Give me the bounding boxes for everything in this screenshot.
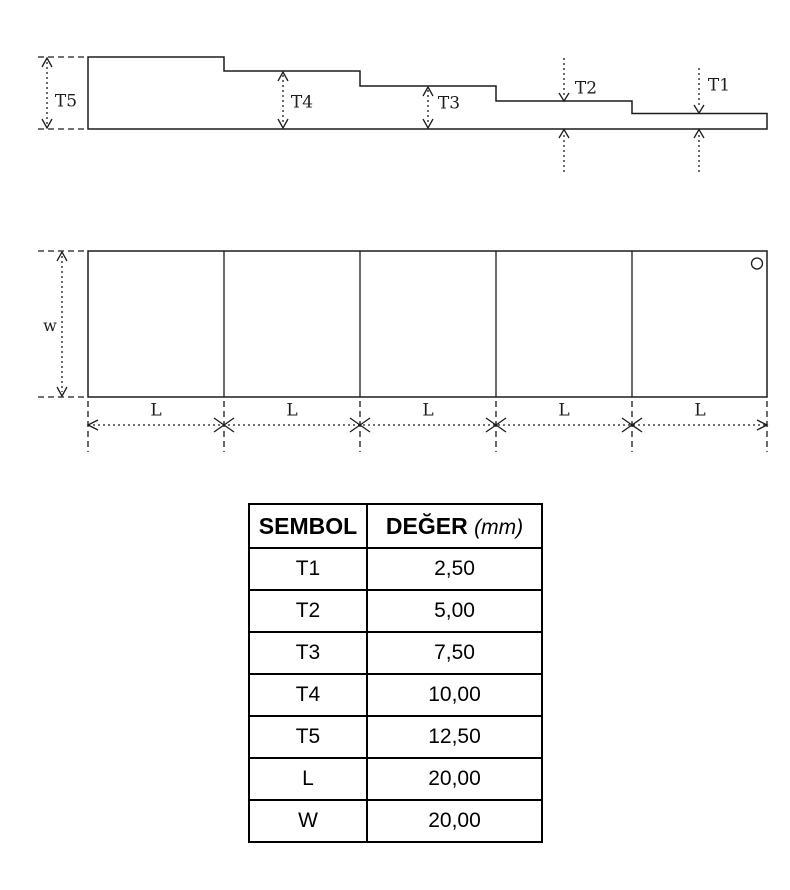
table-row bbox=[249, 800, 542, 842]
table-cell-value: 20,00 bbox=[367, 758, 542, 800]
table-cell-symbol: T1 bbox=[249, 548, 367, 590]
table-cell-value: 12,50 bbox=[367, 716, 542, 758]
parameter-table bbox=[248, 503, 543, 843]
table-cell-value: 20,00 bbox=[367, 800, 542, 842]
side-view-t4-dimension bbox=[278, 72, 288, 128]
table-cell-symbol: T4 bbox=[249, 674, 367, 716]
dim-label-l-3: L bbox=[422, 400, 434, 421]
side-view-t1-dimension bbox=[694, 68, 704, 172]
dim-label-t5: T5 bbox=[54, 91, 78, 112]
table-cell-symbol: W bbox=[249, 800, 367, 842]
table-cell-symbol: T5 bbox=[249, 716, 367, 758]
dim-label-l-4: L bbox=[558, 400, 570, 421]
header-value-text: DEĞER bbox=[385, 512, 468, 539]
table-cell-value: 5,00 bbox=[367, 590, 542, 632]
dim-label-l-1: L bbox=[150, 400, 162, 421]
arrow-cross-icon bbox=[214, 418, 234, 432]
table-row bbox=[249, 758, 542, 800]
arrowhead-down-icon bbox=[694, 105, 704, 113]
table-cell-symbol: T3 bbox=[249, 632, 367, 674]
dim-label-t2: T2 bbox=[574, 78, 598, 99]
table-row bbox=[249, 632, 542, 674]
header-unit-text: (mm) bbox=[474, 515, 524, 539]
dim-label-w: w bbox=[43, 316, 57, 335]
hole-circle bbox=[752, 258, 763, 269]
dim-label-t1: T1 bbox=[707, 75, 731, 96]
table-cell-value: 7,50 bbox=[367, 632, 542, 674]
side-view-part-outline bbox=[88, 57, 767, 129]
table-cell-value: 10,00 bbox=[367, 674, 542, 716]
table-header-row bbox=[249, 504, 542, 548]
dim-label-l-2: L bbox=[286, 400, 298, 421]
table-cell-symbol: T2 bbox=[249, 590, 367, 632]
table-row bbox=[249, 548, 542, 590]
table-row bbox=[249, 674, 542, 716]
dim-label-t4: T4 bbox=[290, 92, 314, 113]
dim-label-l-5: L bbox=[694, 400, 706, 421]
table-row bbox=[249, 590, 542, 632]
plan-view-outline bbox=[88, 251, 767, 397]
table-cell-value: 2,50 bbox=[367, 548, 542, 590]
dim-label-t3: T3 bbox=[437, 93, 461, 114]
side-view-t2-dimension bbox=[559, 58, 569, 172]
header-cell-symbol: SEMBOL bbox=[249, 504, 367, 548]
table-row bbox=[249, 716, 542, 758]
table-cell-symbol: L bbox=[249, 758, 367, 800]
side-view-t3-dimension bbox=[423, 87, 433, 128]
header-cell-value bbox=[367, 504, 542, 548]
